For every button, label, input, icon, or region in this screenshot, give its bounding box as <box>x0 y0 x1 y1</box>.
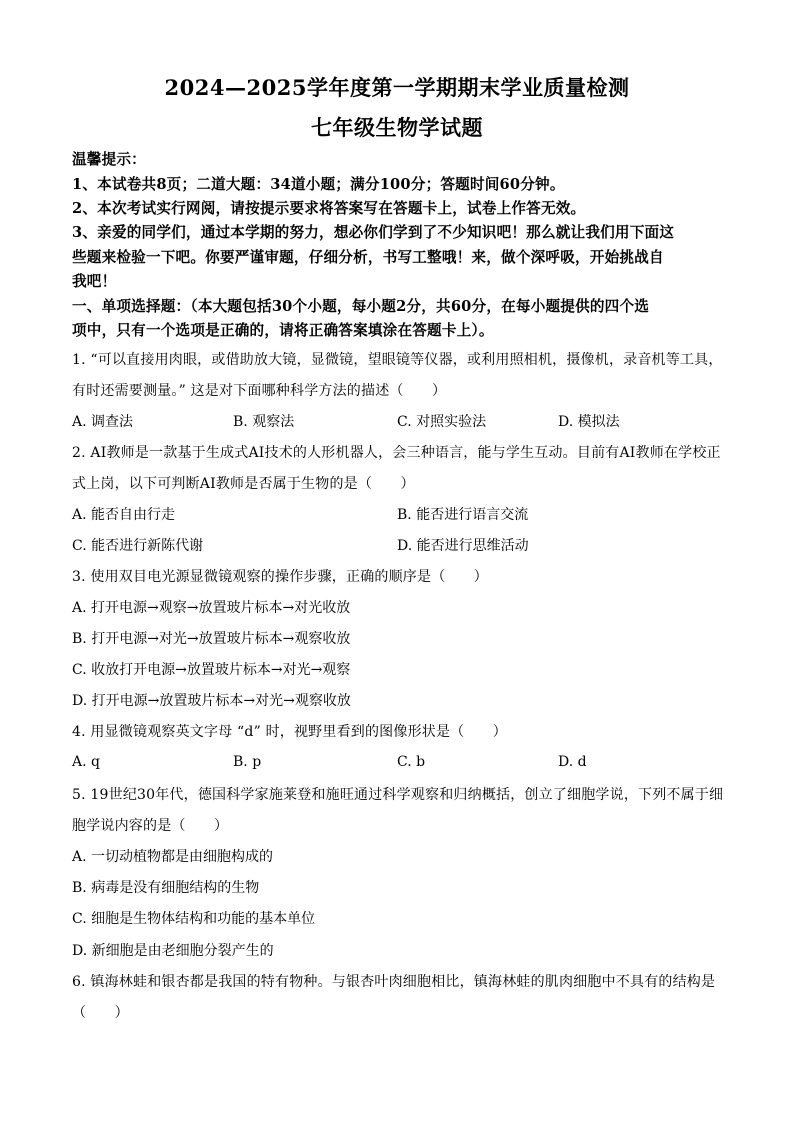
question-2-option-b: B. 能否进行语言交流 <box>397 507 529 523</box>
question-1-option-b: B. 观察法 <box>233 414 295 430</box>
question-4-option-a: A. q <box>72 754 100 770</box>
tip-item: 我吧！ <box>72 273 117 290</box>
question-5-option-d: D. 新细胞是由老细胞分裂产生的 <box>72 943 274 959</box>
tip-item: 2、本次考试实行网阅，请按提示要求将答案写在答题卡上，试卷上作答无效。 <box>72 200 586 217</box>
question-1-stem-cont: 有时还需要测量。” 这是对下面哪种科学方法的描述（ ） <box>72 383 447 399</box>
question-4-stem: 4. 用显微镜观察英文字母 “d” 时，视野里看到的图像形状是（ ） <box>72 724 507 740</box>
question-1-stem: 1. “可以直接用肉眼，或借助放大镜，显微镜，望眼镜等仪器，或利用照相机，摄像机，录音机等工具， <box>72 352 723 368</box>
tips-heading: 温馨提示： <box>72 151 146 168</box>
question-4-option-c: C. b <box>397 754 426 770</box>
tip-item: 1、本试卷共8页；二道大题：34道小题；满分100分；答题时间60分钟。 <box>72 176 565 193</box>
question-2-option-a: A. 能否自由行走 <box>72 507 176 523</box>
question-4-option-b: B. p <box>233 754 262 770</box>
question-3-option-d: D. 打开电源→放置玻片标本→对光→观察收放 <box>72 693 351 709</box>
question-6-stem: 6. 镇海林蛙和银杏都是我国的特有物种。与银杏叶肉细胞相比，镇海林蛙的肌肉细胞中不具有的结构是 <box>72 974 716 990</box>
exam-title: 2024—2025学年度第一学期期末学业质量检测 <box>164 75 630 100</box>
question-1-option-a: A. 调查法 <box>72 414 134 430</box>
question-3-stem: 3. 使用双目电光源显微镜观察的操作步骤，正确的顺序是（ ） <box>72 569 489 585</box>
section-heading-cont: 项中，只有一个选项是正确的，请将正确答案填涂在答题卡上）。 <box>72 322 494 339</box>
question-6-stem-cont: （ ） <box>72 1005 129 1021</box>
exam-subtitle: 七年级生物学试题 <box>311 115 483 140</box>
question-3-option-c: C. 收放打开电源→放置玻片标本→对光→观察 <box>72 662 351 678</box>
question-5-option-b: B. 病毒是没有细胞结构的生物 <box>72 880 260 896</box>
question-2-stem: 2. AI教师是一款基于生成式AI技术的人形机器人，会三种语言，能与学生互动。目前有AI教师在学校正 <box>72 445 721 461</box>
question-3-option-a: A. 打开电源→观察→放置玻片标本→对光收放 <box>72 600 351 616</box>
question-5-stem: 5. 19世纪30年代，德国科学家施莱登和施旺通过科学观察和归纳概括，创立了细胞学说，下列不属于细 <box>72 787 724 803</box>
question-1-option-c: C. 对照实验法 <box>397 414 487 430</box>
question-2-option-d: D. 能否进行思维活动 <box>397 538 529 554</box>
question-1-option-d: D. 模拟法 <box>558 414 620 430</box>
question-5-stem-cont: 胞学说内容的是（ ） <box>72 818 229 834</box>
question-4-option-d: D. d <box>558 754 587 770</box>
tip-item: 3、亲爱的同学们，通过本学期的努力，想必你们学到了不少知识吧！那么就让我们用下面这 <box>72 224 675 241</box>
question-5-option-c: C. 细胞是生物体结构和功能的基本单位 <box>72 911 316 927</box>
question-2-stem-cont: 式上岗，以下可判断AI教师是否属于生物的是（ ） <box>72 476 415 492</box>
question-5-option-a: A. 一切动植物都是由细胞构成的 <box>72 849 274 865</box>
question-3-option-b: B. 打开电源→对光→放置玻片标本→观察收放 <box>72 631 351 647</box>
tip-item: 些题来检验一下吧。你要严谨审题，仔细分析，书写工整哦！来，做个深呼吸，开始挑战自 <box>72 249 664 266</box>
section-heading: 一、单项选择题：（本大题包括30个小题，每小题2分，共60分，在每小题提供的四个选 <box>72 298 650 315</box>
question-2-option-c: C. 能否进行新陈代谢 <box>72 538 204 554</box>
